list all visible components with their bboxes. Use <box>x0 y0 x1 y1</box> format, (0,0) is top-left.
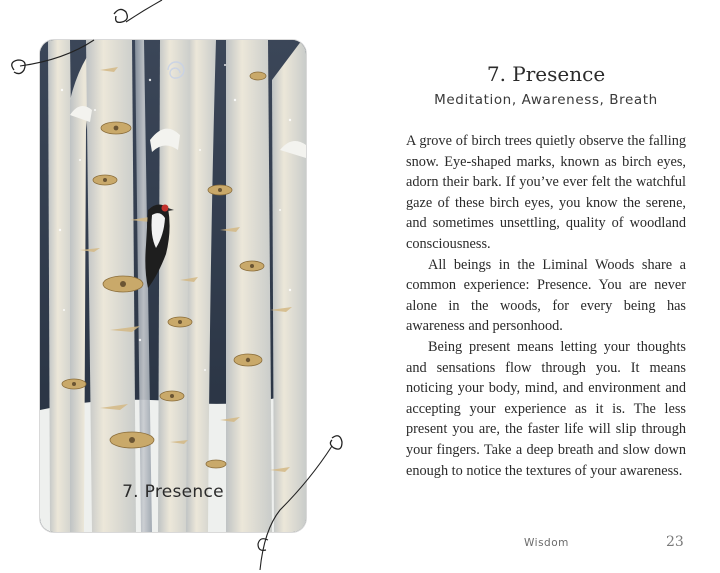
paragraph: A grove of birch trees quietly observe the falling snow. Eye-shaped marks, known as birch eyes, adorn their bark. If you’ve ever felt the watchful gaze of these birch eyes, you know the serene, and sometimes unsettling, quality of woodland consciousness. <box>406 133 686 252</box>
body-text <box>406 131 686 481</box>
chapter-title: 7. Presence <box>486 62 606 86</box>
swirl-ornament-icon <box>240 420 350 570</box>
swirl-ornament-icon <box>4 0 164 90</box>
paragraph: Being present means letting your thoughts and sensations flow through you. It means noticing your body, mind, and environment and accepting your experience as it is. The less present you are, the faster life will slip through your fingers. Take a deep breath and slow down enough to notice the textures of your awareness. <box>406 338 686 479</box>
page-number: 23 <box>666 534 684 550</box>
chapter-subtitle: Meditation, Awareness, Breath <box>434 92 658 108</box>
card-title: 7. Presence <box>122 482 224 502</box>
running-footer-section: Wisdom <box>524 537 569 549</box>
paragraph: All beings in the Liminal Woods share a common experience: Presence. You are never alone in the woods, for every being has awareness and personhood. <box>406 256 686 335</box>
